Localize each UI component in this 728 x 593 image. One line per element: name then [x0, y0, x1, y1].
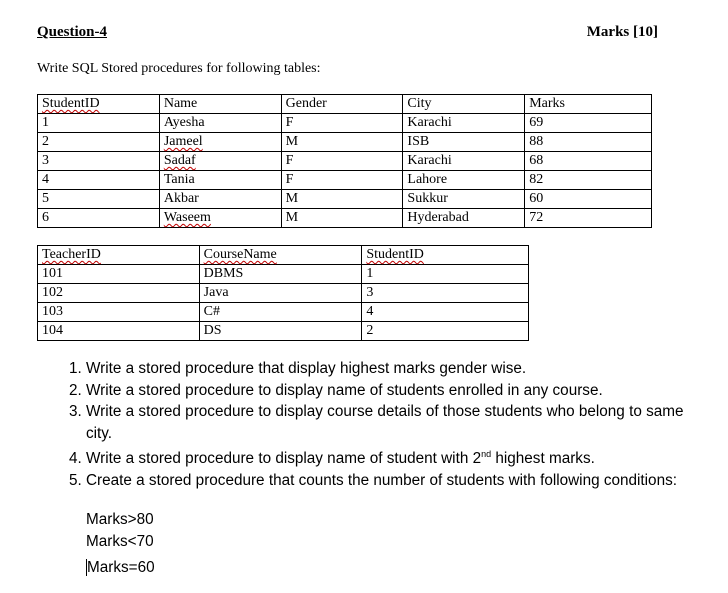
table-cell: Ayesha [159, 114, 281, 133]
table-cell: 104 [38, 322, 200, 341]
list-item: 5. Create a stored procedure that counts the number of students with following conditions: [86, 470, 706, 492]
table-cell: Sukkur [403, 190, 525, 209]
table-cell: 69 [525, 114, 652, 133]
table-cell: M [281, 190, 403, 209]
table-cell: M [281, 133, 403, 152]
table-cell: 4 [362, 303, 529, 322]
table-cell: C# [199, 303, 362, 322]
table-cell: 68 [525, 152, 652, 171]
table-cell: Waseem [159, 209, 281, 228]
table-cell: Akbar [159, 190, 281, 209]
table-header-row [38, 246, 529, 265]
table-cell: DS [199, 322, 362, 341]
task-list [62, 358, 706, 491]
table-cell: Sadaf [159, 152, 281, 171]
table-header-row [38, 95, 652, 114]
table-cell: 102 [38, 284, 200, 303]
table-cell: 101 [38, 265, 200, 284]
table-cell: 2 [362, 322, 529, 341]
table-row [38, 152, 652, 171]
header-cell: Name [159, 95, 281, 114]
table-cell: Java [199, 284, 362, 303]
table-cell: DBMS [199, 265, 362, 284]
condition-list [86, 509, 155, 579]
table-row [38, 190, 652, 209]
table-cell: 60 [525, 190, 652, 209]
table-cell: 103 [38, 303, 200, 322]
table-cell: Karachi [403, 152, 525, 171]
table-cell: 82 [525, 171, 652, 190]
question-title: Question-4 [37, 24, 108, 40]
table-cell: 72 [525, 209, 652, 228]
condition-item: Marks=60 [87, 559, 155, 576]
header-cell: City [403, 95, 525, 114]
table-cell: 2 [38, 133, 160, 152]
table-cell: Karachi [403, 114, 525, 133]
header-cell: StudentID [362, 246, 529, 265]
table-cell: Jameel [159, 133, 281, 152]
table-cell: 1 [38, 114, 160, 133]
table-row [38, 322, 529, 341]
list-item: 3. Write a stored procedure to display course details of those students who belong to same city. [86, 401, 706, 444]
table-row [38, 209, 652, 228]
condition-item: Marks<70 [86, 533, 154, 550]
table-cell: 5 [38, 190, 160, 209]
question-marks: Marks [10] [586, 24, 658, 40]
table-row [38, 303, 529, 322]
instruction-text: Write SQL Stored procedures for following tables: [37, 61, 321, 76]
table-cell: F [281, 171, 403, 190]
table-row [38, 114, 652, 133]
table-cell: 88 [525, 133, 652, 152]
table-cell: Lahore [403, 171, 525, 190]
list-item: 2. Write a stored procedure to display name of students enrolled in any course. [86, 380, 706, 402]
table-cell: 3 [362, 284, 529, 303]
table-cell: F [281, 152, 403, 171]
teachers-table [37, 245, 529, 341]
condition-item: Marks>80 [86, 511, 154, 528]
table-row [38, 133, 652, 152]
table-cell: 3 [38, 152, 160, 171]
table-row [38, 265, 529, 284]
table-cell: M [281, 209, 403, 228]
table-cell: 6 [38, 209, 160, 228]
header-cell: Gender [281, 95, 403, 114]
header-cell: StudentID [38, 95, 160, 114]
table-cell: Hyderabad [403, 209, 525, 228]
table-cell: 4 [38, 171, 160, 190]
table-row [38, 284, 529, 303]
list-item: 4. Write a stored procedure to display name of student with 2nd highest marks. [86, 444, 706, 470]
header-cell: Marks [525, 95, 652, 114]
table-cell: F [281, 114, 403, 133]
table-row [38, 171, 652, 190]
table-cell: ISB [403, 133, 525, 152]
header-cell: TeacherID [38, 246, 200, 265]
table-cell: 1 [362, 265, 529, 284]
list-item: 1. Write a stored procedure that display highest marks gender wise. [86, 358, 706, 380]
students-table [37, 94, 652, 228]
header-cell: CourseName [199, 246, 362, 265]
table-cell: Tania [159, 171, 281, 190]
